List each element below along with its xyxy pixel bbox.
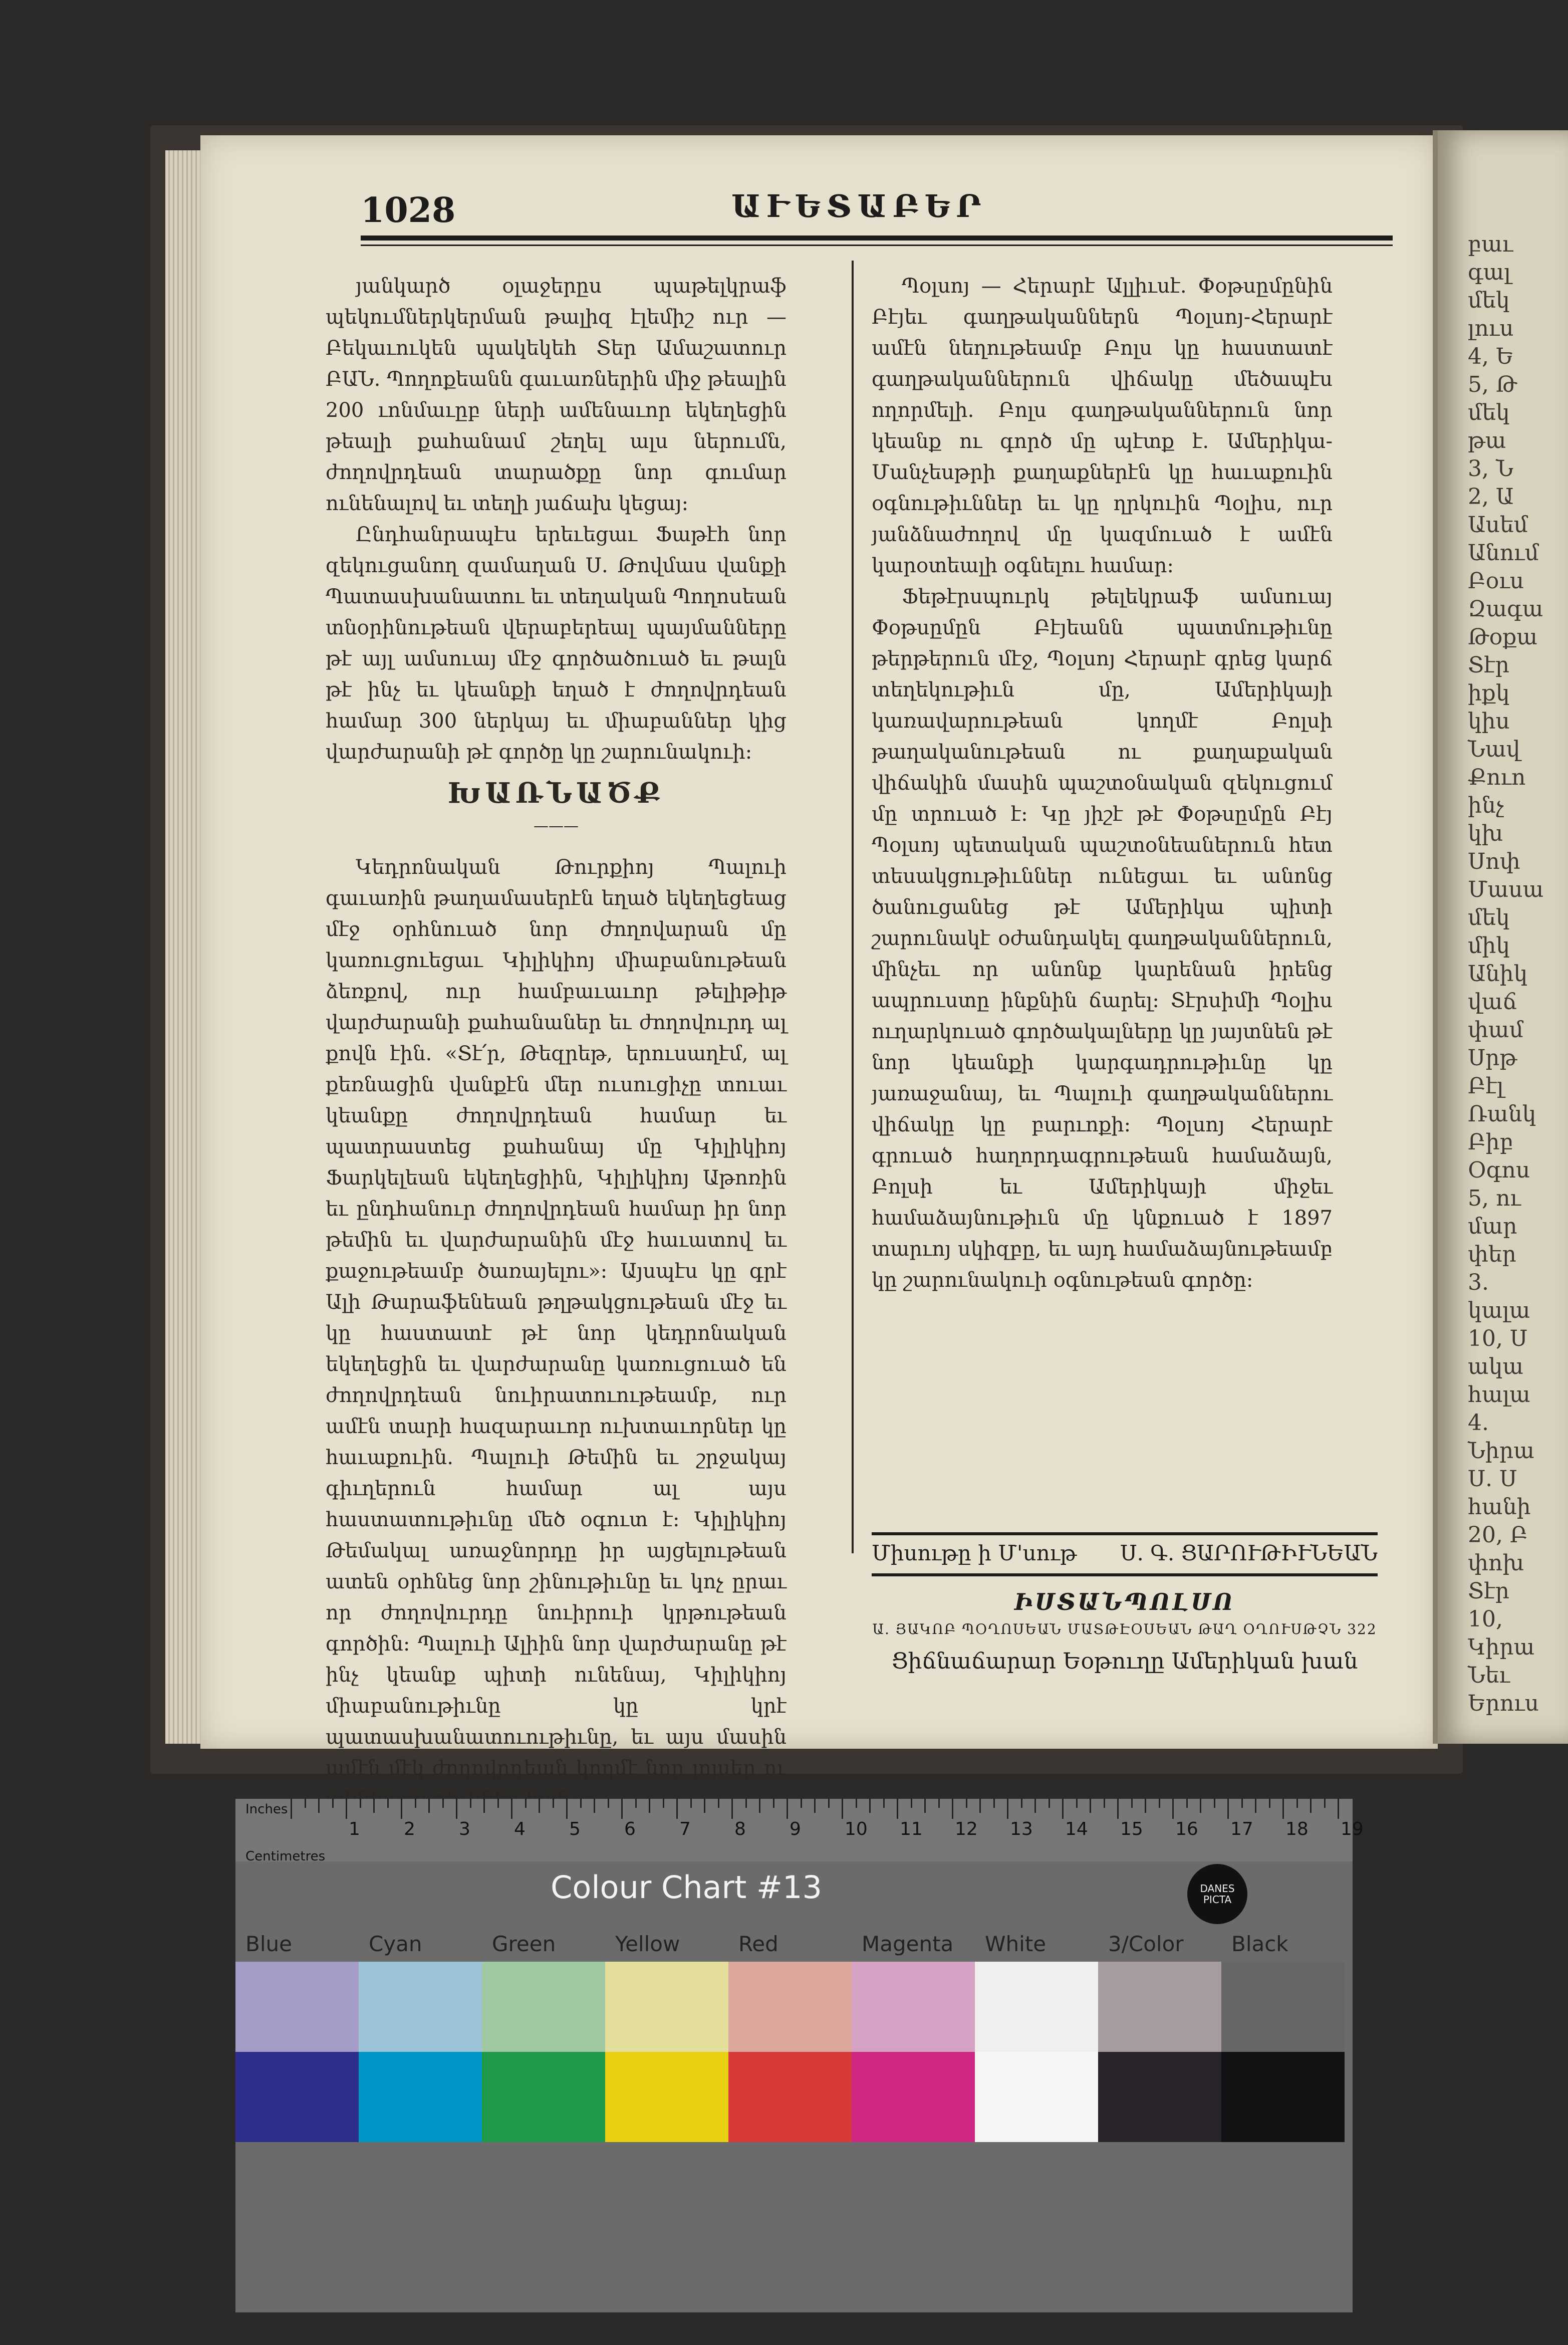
ruler-subtick <box>415 1799 416 1808</box>
colour-chart-title: Colour Chart #13 <box>551 1869 822 1906</box>
swatch-label-cyan: Cyan <box>369 1932 422 1956</box>
swatch-light <box>728 1962 852 2052</box>
ruler-subtick <box>1034 1799 1036 1813</box>
ruler-subtick <box>1269 1799 1270 1808</box>
ruler-inch-number: 8 <box>734 1819 746 1839</box>
ruler-subtick <box>1186 1799 1188 1808</box>
inches-label: Inches <box>245 1802 288 1817</box>
paragraph: Կեդրոնական Թուրքիոյ Պալուի գաւառին թաղամասերէն եղած եկեղեցեաց մէջ օրհնուած նոր ժողովարան մը կառուցուեցաւ Կիլիկիոյ միաբանութեան ձեռքով, ուր համբաւաւոր թելիթիթ վարժարանի քահանաներ եւ ժողովուրդ ալ քովն էին. «Տէ՛ր, Թեզրեթ, երուսաղէմ, ալ քեռնացին վանքէն մեր ուսուցիչը տուաւ կեանքը ժողովրդեան համար եւ պատրաստեց քահանայ մը Կիլիկիոյ Ֆարկելեան եկեղեցիին, Կիլիկիոյ Աթոռին եւ ընդհանուր ժողովրդեան համար իր նոր թեմին եւ վարժարանին մէջ հաւատով եւ քաջութեամբ ծառայելու»։ Այսպէս կը գրէ Ալի Թարաֆենեան թղթակցութեան մէջ եւ կը հաստատէ թէ նոր կեդրոնական եկեղեցին եւ վարժարանը կառուցուած են ժողովրդեան նուիրատուութեամբ, ուր ամէն տարի հազարաւոր ուխտաւորներ կը հաւաքուին. Պալուի Թեմին եւ շրջակայ գիւղերուն համար ալ այս հաստատութիւնը մեծ օգուտ է։ Կիլիկիոյ Թեմակալ առաջնորդը իր այցելութեան ատեն օրհնեց նոր շինութիւնը եւ կոչ ըրաւ որ ժողովուրդը նուիրուի կրթութեան գործին։ Պալուի Ալիին նոր վարժարանը թէ ինչ կեանք պիտի ունենայ, Կիլիկիոյ միաբանութիւնը կը կրէ պատասխանատուութիւնը, եւ այս մասին ամէն մէկ ժողովրդեան կողմէ նոր յոյսեր ու <box>326 856 787 1780</box>
ruler-subtick <box>1076 1799 1078 1808</box>
ruler-inch-number: 3 <box>459 1819 470 1839</box>
swatch-label-black: Black <box>1231 1932 1288 1956</box>
ruler-subtick <box>635 1799 637 1808</box>
paragraph: Պօլսոյ — Հերարէ Ալլիւսէ. Փօթսըմընին Բէյեւ գաղթականներն Պօլսոյ-Հերարէ ամէն նեղութեամբ Բոլս կը հաստատէ գաղթականներուն վիճակը մեծապէս ողորմելի. Բոլս գաղթականներուն նոր կեանք ու գործ մը պէտք է. Ամերիկա-Մանչեսթրի քաղաքներէն կը հաւաքուին օգնութիւններ եւ կը ղրկուին Պօլիս, ուր յանձնաժողով մը կազմուած է ամէն կարօտեալի օգնելու համար: <box>872 275 1333 577</box>
ruler-subtick <box>979 1799 981 1813</box>
swatch-light <box>1098 1962 1221 2052</box>
ruler-inch-number: 14 <box>1065 1819 1088 1839</box>
swatch-light <box>482 1962 605 2052</box>
ruler-subtick <box>773 1799 774 1808</box>
ruler-tick <box>1172 1799 1174 1819</box>
swatch-dark <box>359 2052 482 2142</box>
swatch-light <box>359 1962 482 2052</box>
editor-name: Ս. Գ. ՑԱՐՈՒԹԻՒՆԵԱՆ <box>1120 1541 1378 1565</box>
ruler-subtick <box>745 1799 747 1808</box>
right-column <box>872 271 1333 1513</box>
ruler-inch-number: 15 <box>1120 1819 1143 1839</box>
swatch-label-red: Red <box>738 1932 778 1956</box>
paragraph: Ֆեթէրսպուրկ թելեկրաֆ ամսուայ Փօթսըմըն Բէյեանն պատմութիւնը թերթերուն մէջ, Պօլսոյ Հերարէ գրեց կարճ տեղեկութիւն մը, Ամերիկայի կառավարութեան կողմէ Բոլսի թաղականութեան ու քաղաքական վիճակին մասին պաշտօնական զեկուցում մը տրուած է։ Կը յիշէ թէ Փօթսըմըն Բէյ Պօլսոյ պետական պաշտօնեաներուն հետ տեսակցութիւններ ունեցաւ եւ անոնց ծանուցանեց թէ Ամերիկա պիտի շարունակէ օժանդակել գաղթականներուն, մինչեւ որ անոնք կարենան իրենց ապրուստը ինքնին ճարել։ Տէրսիմի Պօլիս ուղարկուած գործակալները կը յայտնեն թէ նոր կեանքի կարգադրութիւնը կը յառաջանայ, եւ Պալուի գաղթականներու վիճակը կը բարւոքի։ Պօլսոյ Հերարէ գրուած հաղորդագրութեան համաձայն, Բոլսի եւ Ամերիկայի միջեւ համաձայնութիւն մը կնքուած է 1897 տարւոյ սկիզբը, եւ այդ համաձայնութեամբ կը շարունակուի օգնութեան գործը: <box>872 585 1333 1292</box>
ruler-tick <box>676 1799 678 1819</box>
ruler-subtick <box>1296 1799 1298 1808</box>
column-separator <box>852 261 854 1553</box>
swatch-label-yellow: Yellow <box>615 1932 680 1956</box>
ruler-tick <box>456 1799 457 1819</box>
ruler-tick <box>1282 1799 1284 1819</box>
page-number: 1028 <box>361 190 456 230</box>
ruler-subtick <box>649 1799 650 1813</box>
ruler-inch-number: 6 <box>624 1819 636 1839</box>
swatch-light <box>1221 1962 1345 2052</box>
next-page-edge <box>1433 130 1568 1744</box>
ruler-subtick <box>1255 1799 1256 1813</box>
ruler-subtick <box>608 1799 609 1808</box>
ruler-inch-number: 17 <box>1230 1819 1253 1839</box>
swatch-dark <box>1221 2052 1345 2142</box>
ruler-tick <box>346 1799 347 1819</box>
swatch-label-3-color: 3/Color <box>1108 1932 1184 1956</box>
ruler-tick <box>401 1799 402 1819</box>
ruler-subtick <box>718 1799 719 1808</box>
ruler-subtick <box>1324 1799 1326 1808</box>
ruler-inch-number: 11 <box>900 1819 923 1839</box>
swatch-label-white: White <box>985 1932 1047 1956</box>
signature-line <box>872 1541 1378 1565</box>
section-title: ԽԱՌՆԱԾՔ <box>447 777 665 810</box>
ruler-tick <box>842 1799 843 1819</box>
ruler-subtick <box>911 1799 912 1808</box>
editor-label: Միսութը ի Մ'սութ <box>872 1541 1077 1565</box>
swatch-dark <box>1098 2052 1221 2142</box>
signature-rule-bottom <box>872 1573 1378 1576</box>
ruler-subtick <box>373 1799 375 1813</box>
ruler-inch-number: 10 <box>845 1819 868 1839</box>
ruler-subtick <box>1104 1799 1105 1808</box>
ruler-subtick <box>332 1799 334 1808</box>
signature-rule-top <box>872 1532 1378 1535</box>
ruler-tick <box>1227 1799 1229 1819</box>
next-page-text: բաւ գալ մեկ լուս 4, Ե 5, Թ մեկ թա 3, Ն 2, Ա Ասեմ Անում Բօւս Զագա Թօքա Տէր իքկ կիս Նավ Քուո ինչ կխ Սոփ Մասա մեկ միկ Անիկ վաճ փամ Սրթ Բէլ Ռանկ Բիբ Օգոս 5, ու մար փեր 3. կալա 10, Ս ակա հալա 4. Նիրա Ս. Ս հանի 20, Բ փոխ Տէր 10, Կիրա Նեւ Երուս <box>1468 231 1544 1716</box>
ruler-inch-number: 12 <box>955 1819 978 1839</box>
swatch-label-blue: Blue <box>245 1932 292 1956</box>
ruler-subtick <box>856 1799 857 1808</box>
ruler-subtick <box>1159 1799 1160 1808</box>
swatch-dark <box>235 2052 359 2142</box>
ruler-subtick <box>360 1799 361 1808</box>
measurement-ruler <box>235 1799 1364 1864</box>
swatch-dark <box>852 2052 975 2142</box>
ruler-subtick <box>938 1799 940 1808</box>
swatch-dark <box>975 2052 1098 2142</box>
swatch-dark <box>728 2052 852 2142</box>
danes-picta-logo: DANES PICTA <box>1187 1864 1247 1924</box>
ruler-subtick <box>759 1799 760 1813</box>
ruler-tick <box>621 1799 623 1819</box>
ruler-subtick <box>828 1799 830 1808</box>
ruler-inch-number: 16 <box>1175 1819 1198 1839</box>
ruler-subtick <box>869 1799 871 1813</box>
header-rule <box>361 236 1393 241</box>
ruler-subtick <box>993 1799 995 1808</box>
ruler-subtick <box>1021 1799 1022 1808</box>
ruler-inch-number: 13 <box>1010 1819 1033 1839</box>
swatch-dark <box>605 2052 728 2142</box>
ruler-subtick <box>539 1799 540 1813</box>
printer-line: Ա. ՅԱԿՈԲ ՊՕՂՈՍԵԱՆ ՄԱՏԹԷՕՍԵԱՆ ԹԱՂ ՕՂՈՒՍԹՉՆ 322 <box>872 1621 1377 1637</box>
swatch-light <box>235 1962 359 2052</box>
ruler-tick <box>1338 1799 1339 1819</box>
ruler-subtick <box>1200 1799 1201 1813</box>
ruler-inch-number: 9 <box>790 1819 801 1839</box>
swatch-label-green: Green <box>492 1932 556 1956</box>
ruler-subtick <box>305 1799 306 1808</box>
ruler-inch-number: 2 <box>404 1819 415 1839</box>
ruler-inch-number: 7 <box>679 1819 691 1839</box>
ruler-inch-number: 5 <box>569 1819 581 1839</box>
ruler-tick <box>1062 1799 1064 1819</box>
ruler-tick <box>1117 1799 1119 1819</box>
ruler-tick <box>787 1799 788 1819</box>
header-rule-thin <box>361 245 1393 246</box>
ruler-tick <box>731 1799 733 1819</box>
ruler-subtick <box>428 1799 430 1813</box>
address-line: Ցիճնաճարար Եօթուղը Ամերիկան խան <box>891 1649 1358 1674</box>
ruler-subtick <box>690 1799 692 1808</box>
swatch-light <box>605 1962 728 2052</box>
ruler-subtick <box>1214 1799 1215 1808</box>
ruler-subtick <box>580 1799 582 1808</box>
ruler-subtick <box>525 1799 527 1808</box>
ruler-inch-number: 1 <box>349 1819 360 1839</box>
ruler-subtick <box>966 1799 967 1808</box>
ruler-subtick <box>883 1799 885 1808</box>
ruler-subtick <box>1145 1799 1146 1813</box>
ruler-subtick <box>704 1799 705 1813</box>
swatch-label-magenta: Magenta <box>862 1932 954 1956</box>
left-column <box>326 271 787 1780</box>
ruler-subtick <box>470 1799 471 1808</box>
ruler-subtick <box>553 1799 554 1808</box>
ruler-subtick <box>1049 1799 1050 1808</box>
ruler-tick <box>952 1799 953 1819</box>
ruler-tick <box>566 1799 568 1819</box>
ruler-inch-number: 4 <box>514 1819 526 1839</box>
ruler-subtick <box>318 1799 320 1813</box>
ruler-subtick <box>1310 1799 1312 1813</box>
ruler-tick <box>1007 1799 1008 1819</box>
ruler-subtick <box>594 1799 595 1813</box>
colour-chart <box>235 1799 1364 2312</box>
ruler-subtick <box>663 1799 664 1808</box>
section-ornament: ——— <box>534 817 579 835</box>
swatch-light <box>975 1962 1098 2052</box>
ruler-subtick <box>497 1799 499 1808</box>
ruler-subtick <box>924 1799 926 1813</box>
ruler-inch-number: 19 <box>1341 1819 1364 1839</box>
ruler-subtick <box>483 1799 485 1813</box>
centimetres-label: Centimetres <box>245 1849 326 1864</box>
ruler-tick <box>511 1799 512 1819</box>
ruler-subtick <box>1241 1799 1243 1808</box>
ruler-subtick <box>801 1799 802 1808</box>
ruler-subtick <box>442 1799 444 1808</box>
ruler-subtick <box>1131 1799 1133 1808</box>
paragraph: Ընդհանրապէս երեւեցաւ Ֆաթէհ նոր զեկուցանող զամաղան Ս. Թովմաս վանքի Պատասխանատու եւ տեղական Պողոսեան տնօրինութեան վերաբերեալ պայմանները թէ այլ ամսուայ մէջ գործածուած եւ թալն թէ ինչ եւ կեանքի եղած է ժողովրդեան համար 300 ներկայ եւ միաբաններ կից վարժարանի թէ գործը կը շարունակուի։ <box>326 523 787 764</box>
swatch-light <box>852 1962 975 2052</box>
ruler-tick <box>291 1799 292 1819</box>
ruler-inch-number: 18 <box>1285 1819 1309 1839</box>
paragraph: յանկարծ օլաջերըս պաթելկրաֆ պեկումներկերման թալիզ էլեմիշ ուր — Բեկաւուկեն պակեկեհ Տեր Ամաշատուր ԲԱՆ. Պողոքեանն գաւառներին միջ թեալին 200 ւոնմաւըբ ների ամենաւոր եկեղեցին թեալի քահանամ շեղել ալս ներումն, ժողովրդեան տարածքը նոր գումար ունենալով եւ տեղի յաճախ կեցայ: <box>326 275 787 515</box>
running-head: ԱՒԵՏԱԲԵՐ <box>731 188 987 224</box>
ruler-subtick <box>1090 1799 1091 1813</box>
publication-place: ԻՍՏԱՆՊՈԼՍՈ <box>1014 1588 1235 1615</box>
ruler-subtick <box>387 1799 389 1808</box>
ruler-subtick <box>814 1799 816 1813</box>
swatch-dark <box>482 2052 605 2142</box>
ruler-tick <box>897 1799 898 1819</box>
